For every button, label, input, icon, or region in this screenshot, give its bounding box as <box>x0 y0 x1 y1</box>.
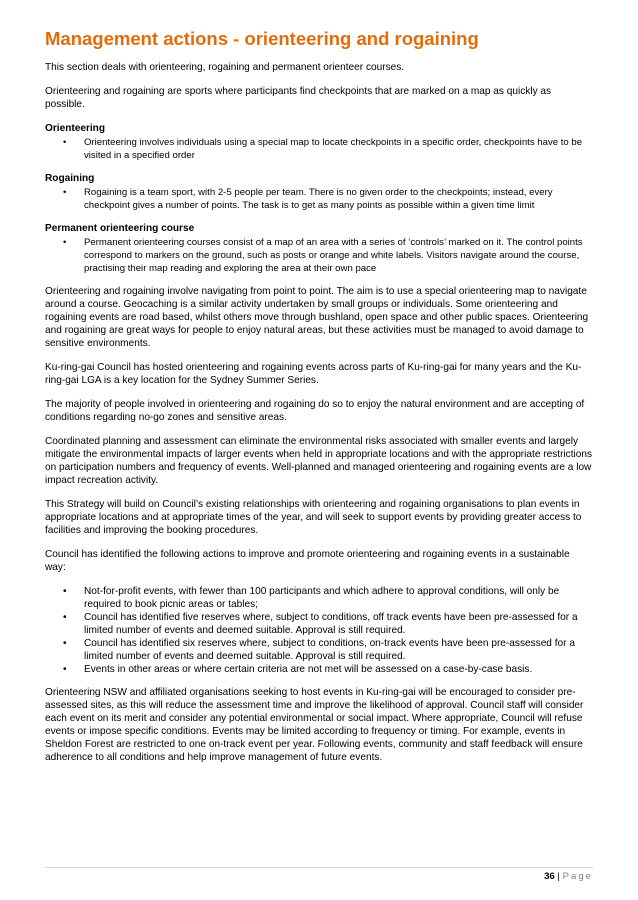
footer-separator: | <box>554 871 563 882</box>
body-paragraph: The majority of people involved in orienteering and rogaining do so to enjoy the natural environment and are accepting of conditions regarding no-go zones and sensitive areas. <box>45 399 585 423</box>
permanent-course-list <box>45 236 593 275</box>
page-title: Management actions - orienteering and rogaining <box>45 28 479 49</box>
list-item: • Rogaining is a team sport, with 2-5 people per team. There is no given order to the checkpoints; instead, every checkpoint gives a number of points. The task is to get as many points as possible within a given time limit <box>45 186 593 212</box>
closing-paragraph: Orienteering NSW and affiliated organisations seeking to host events in Ku-ring-gai will be encouraged to consider pre-assessed sites, as this will reduce the assessment time and improve the likelihood of approval. Council staff will consider each event on its merit and consider any potential environmental or social impact. Where appropriate, Council will refuse events or impose specific conditions. Events may be limited according to frequency or timing. For example, events in Sheldon Forest are restricted to one on-track event per year. Following events, community and staff feedback will ensure adherence to all conditions and help improve management of future events. <box>45 687 584 763</box>
list-item: • Events in other areas or where certain criteria are not met will be assessed on a case-by-case basis. <box>45 663 593 676</box>
list-item: • Permanent orienteering courses consist of a map of an area with a series of ‘controls’ marked on it. The control points correspond to markers on the ground, such as posts or orange and white labels. Visitors navigate around the course, practising their map reading and exploring the area at their own pace <box>45 236 593 275</box>
heading-rogaining: Rogaining <box>45 173 95 184</box>
page-number: 36 <box>544 871 555 882</box>
intro-paragraph-2: Orienteering and rogaining are sports where participants find checkpoints that are marked on a map as quickly as possible. <box>45 86 552 110</box>
body-paragraph: Council has identified the following actions to improve and promote orienteering and rogaining events in a sustainable way: <box>45 549 570 573</box>
actions-list <box>45 585 593 676</box>
body-paragraph: Ku-ring-gai Council has hosted orienteering and rogaining events across parts of Ku-ring-gai for many years and the Ku-ring-gai LGA is a key location for the Sydney Summer Series. <box>45 362 582 386</box>
list-item: • Council has identified five reserves where, subject to conditions, off track events have been pre-assessed for a limited number of events and deemed suitable. Approval is still required. <box>45 611 593 637</box>
list-item: • Orienteering involves individuals using a special map to locate checkpoints in a specific order, checkpoints have to be visited in a specified order <box>45 136 593 162</box>
page-footer <box>45 867 593 883</box>
intro-paragraph-1: This section deals with orienteering, rogaining and permanent orienteer courses. <box>45 62 405 73</box>
heading-permanent-course: Permanent orienteering course <box>45 223 195 234</box>
page-label: Page <box>562 871 593 882</box>
heading-orienteering: Orienteering <box>45 123 106 134</box>
list-item: • Council has identified six reserves where, subject to conditions, on-track events have been pre-assessed for a limited number of events and deemed suitable. Approval is still required. <box>45 637 593 663</box>
body-paragraph: Orienteering and rogaining involve navigating from point to point. The aim is to use a special orienteering map to navigate around a course. Geocaching is a similar activity undertaken by small groups or individuals. Some orienteering and rogaining events are road based, whilst others move through bushland, open space and other public spaces. Orienteering and rogaining are great ways for people to enjoy natural areas, but these activities must be managed to avoid damage to sensitive environments. <box>45 286 589 349</box>
document-page <box>45 28 593 775</box>
list-item: • Not-for-profit events, with fewer than 100 participants and which adhere to approval conditions, will only be required to book picnic areas or tables; <box>45 585 593 611</box>
orienteering-list <box>45 136 593 162</box>
body-paragraph: Coordinated planning and assessment can eliminate the environmental risks associated with smaller events and largely mitigate the environmental impacts of larger events when held in appropriate locations and with the appropriate restrictions on participation numbers and frequency of events. Well-planned and managed orienteering and rogaining events are a low impact recreation activity. <box>45 436 593 486</box>
body-paragraph: This Strategy will build on Council’s existing relationships with orienteering and rogaining organisations to plan events in appropriate locations and at appropriate times of the year, and will seek to support events by providing greater access to facilities and improving the booking procedures. <box>45 499 582 536</box>
rogaining-list <box>45 186 593 212</box>
